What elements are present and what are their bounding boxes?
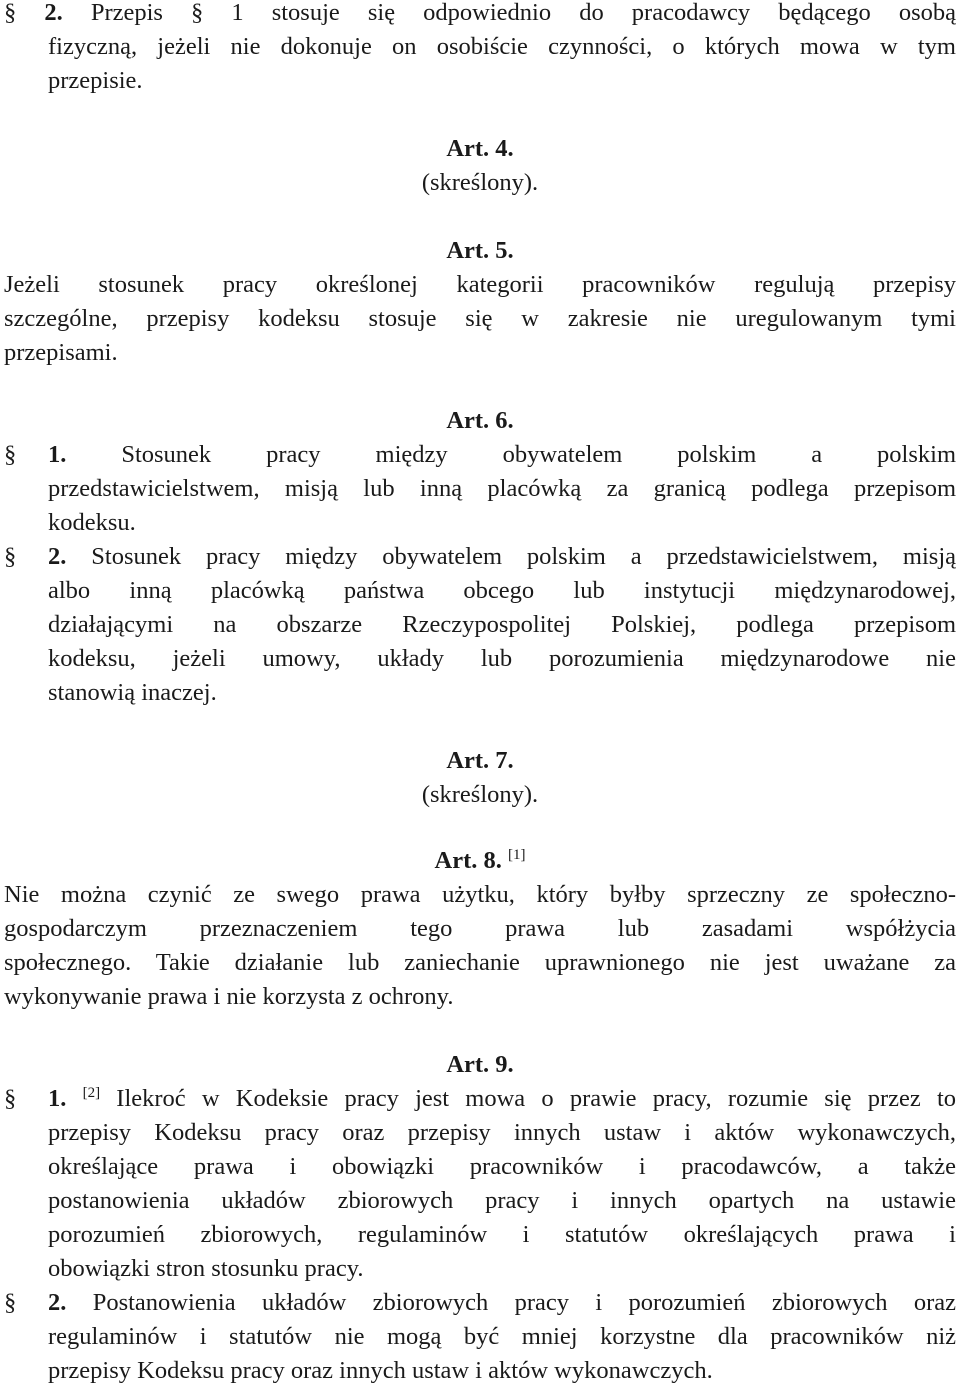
section-marker: § bbox=[4, 0, 17, 26]
art9-s1-line-5: porozumień zbiorowych, regulaminów i statutów określających prawa i bbox=[48, 1221, 956, 1248]
section-marker: § bbox=[4, 441, 17, 468]
art9-section-1-body bbox=[48, 1082, 956, 1286]
art8-line-2: gospodarczym przeznaczeniem tego prawa lub zasadami współżycia bbox=[4, 915, 956, 942]
art9-s1-line-2: przepisy Kodeksu pracy oraz przepisy innych ustaw i aktów wykonawczych, bbox=[48, 1119, 956, 1146]
section-number: 2. bbox=[44, 0, 63, 26]
art9-section-2-body bbox=[48, 1286, 956, 1388]
art8-line-1: Nie można czynić ze swego prawa użytku, który byłby sprzeczny ze społeczno- bbox=[4, 881, 956, 908]
art5-line-2: szczególne, przepisy kodeksu stosuje się w zakresie nie uregulowanym tymi bbox=[4, 305, 956, 332]
art3-s2-text-1: Przepis § 1 stosuje się odpowiednio do pracodawcy będącego osobą bbox=[90, 0, 956, 26]
art6-section-2-body bbox=[48, 540, 956, 710]
art9-s1-line-3: określające prawa i obowiązki pracowników i pracodawców, a także bbox=[48, 1153, 956, 1180]
art9-s1-text-1: Ilekroć w Kodeksie pracy jest mowa o prawie pracy, rozumie się przez to bbox=[116, 1085, 956, 1112]
art3-s2-line-1 bbox=[4, 0, 956, 30]
art3-s2-line-3: przepisie. bbox=[48, 67, 143, 94]
art8-footnote-ref[interactable]: [1] bbox=[507, 846, 526, 863]
art9-s1-label bbox=[4, 1082, 16, 1116]
art4-body: (skreślony). bbox=[421, 169, 539, 196]
art6-s2-line-4: kodeksu, jeżeli umowy, układy lub porozumienia międzynarodowe nie bbox=[48, 645, 956, 672]
art9-s2-line-2: regulaminów i statutów nie mogą być mniej korzystne dla pracowników niż bbox=[48, 1323, 956, 1350]
art6-s1-text-1: Stosunek pracy między obywatelem polskim a polskim bbox=[121, 441, 956, 468]
art4-title: Art. 4. bbox=[446, 135, 514, 162]
art9-s2-label bbox=[4, 1286, 16, 1320]
art3-s2-line-2: fizyczną, jeżeli nie dokonuje on osobiście czynności, o których mowa w tym bbox=[48, 33, 956, 60]
art8-title: Art. 8. bbox=[434, 847, 502, 874]
art8-body bbox=[4, 878, 956, 1014]
art6-s2-line-2: albo inną placówką państwa obcego lub instytucji międzynarodowej, bbox=[48, 577, 956, 604]
art8-line-4: wykonywanie prawa i nie korzysta z ochrony. bbox=[4, 983, 454, 1010]
art6-s1-line-2: przedstawicielstwem, misją lub inną placówką za granicą podlega przepisom bbox=[48, 475, 956, 502]
art6-s2-label bbox=[4, 540, 16, 574]
section-number: 2. bbox=[48, 1289, 67, 1316]
art3-section-2 bbox=[4, 0, 956, 30]
art9-s1-line-6: obowiązki stron stosunku pracy. bbox=[48, 1255, 364, 1282]
art9-s2-text-1: Postanowienia układów zbiorowych pracy i porozumień zbiorowych oraz bbox=[92, 1289, 956, 1316]
art9-title: Art. 9. bbox=[446, 1051, 514, 1078]
art3-section-2-cont bbox=[48, 30, 956, 98]
art7-title: Art. 7. bbox=[446, 747, 514, 774]
art9-s2-line-3: przepisy Kodeksu pracy oraz innych ustaw i aktów wykonawczych. bbox=[48, 1357, 713, 1384]
art6-title: Art. 6. bbox=[446, 407, 514, 434]
section-marker: § bbox=[4, 543, 17, 570]
art5-line-1: Jeżeli stosunek pracy określonej kategorii pracowników regulują przepisy bbox=[4, 271, 956, 298]
art6-s1-line-1 bbox=[48, 438, 956, 472]
section-number: 1. bbox=[48, 441, 67, 468]
art6-s2-line-5: stanowią inaczej. bbox=[48, 679, 217, 706]
art5-title: Art. 5. bbox=[446, 237, 514, 264]
art5-line-3: przepisami. bbox=[4, 339, 118, 366]
art9-footnote-ref[interactable]: [2] bbox=[82, 1084, 101, 1101]
section-number: 1. bbox=[48, 1085, 67, 1112]
art9-s1-line-4: postanowienia układów zbiorowych pracy i innych opartych na ustawie bbox=[48, 1187, 956, 1214]
art6-s2-text-1: Stosunek pracy między obywatelem polskim a przedstawicielstwem, misją bbox=[91, 543, 956, 570]
art6-s2-line-3: działającymi na obszarze Rzeczypospolitej Polskiej, podlega przepisom bbox=[48, 611, 956, 638]
section-marker: § bbox=[4, 1085, 17, 1112]
art6-s1-line-3: kodeksu. bbox=[48, 509, 136, 536]
art9-s2-line-1 bbox=[48, 1286, 956, 1320]
section-marker: § bbox=[4, 1289, 17, 1316]
art8-heading bbox=[4, 844, 956, 878]
art6-s2-line-1 bbox=[48, 540, 956, 574]
art8-line-3: społecznego. Takie działanie lub zaniechanie uprawnionego nie jest uważane za bbox=[4, 949, 956, 976]
art5-body bbox=[4, 268, 956, 370]
art6-section-1-body bbox=[48, 438, 956, 540]
art6-s1-label bbox=[4, 438, 16, 472]
art9-s1-line-1 bbox=[48, 1082, 956, 1116]
section-number: 2. bbox=[48, 543, 67, 570]
art7-body: (skreślony). bbox=[421, 781, 539, 808]
